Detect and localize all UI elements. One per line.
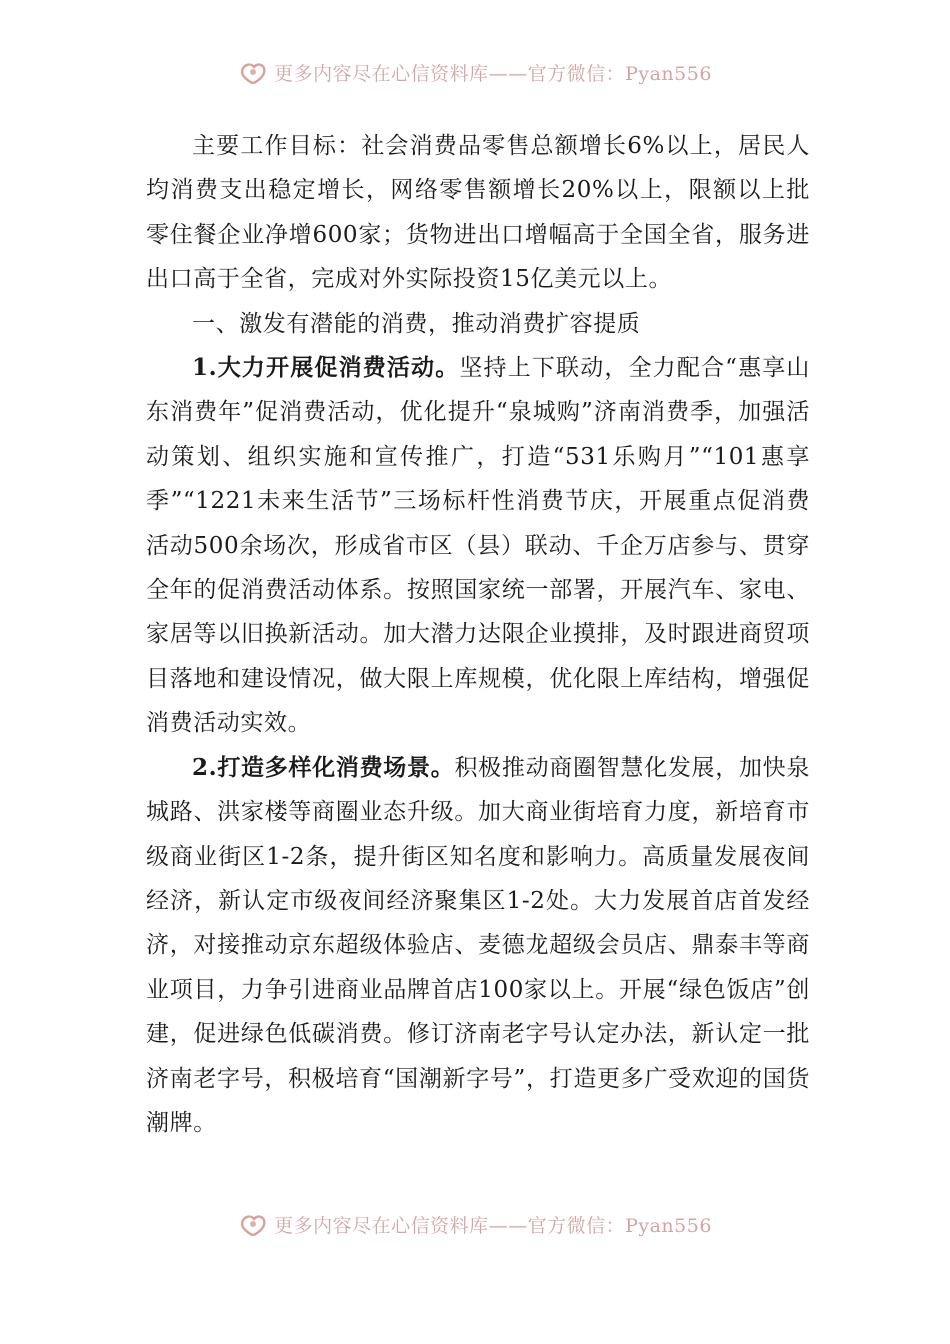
item-1-title: 1.大力开展促消费活动。 <box>192 354 460 382</box>
paragraph-item-1 <box>146 346 810 746</box>
item-2-body: 积极推动商圈智慧化发展，加快泉城路、洪家楼等商圈业态升级。加大商业街培育力度，新培育市级商业街区1-2条，提升街区知名度和影响力。高质量发展夜间经济，新认定市级夜间经济聚集区1-2处。大力发展首店首发经济，对接推动京东超级体验店、麦德龙超级会员店、鼎泰丰等商业项目，力争引进商业品牌首店100家以上。开展“绿色饭店”创建，促进绿色低碳消费。修订济南老字号认定办法，新认定一批济南老字号，积极培育“国潮新字号”，打造更多广受欢迎的国货潮牌。 <box>146 754 810 1136</box>
paragraph-item-2 <box>146 746 810 1146</box>
item-2-title: 2.打造多样化消费场景。 <box>192 753 455 781</box>
document-body <box>146 124 810 1145</box>
watermark-footer <box>0 1204 950 1244</box>
watermark-header <box>0 52 950 92</box>
watermark-logo-icon <box>238 1211 268 1237</box>
watermark-header-text: 更多内容尽在心信资料库——官方微信：Pyan556 <box>274 62 712 85</box>
section-heading-1: 一、激发有潜能的消费，推动消费扩容提质 <box>192 310 641 337</box>
watermark-logo-icon <box>238 59 268 85</box>
item-1-body: 坚持上下联动，全力配合“惠享山东消费年”促消费活动，优化提升“泉城购”济南消费季，加强活动策划、组织实施和宣传推广，打造“531乐购月”“101惠享季”“1221未来生活节”三场标杆性消费节庆，开展重点促消费活动500余场次，形成省市区（县）联动、千企万店参与、贯穿全年的促消费活动体系。按照国家统一部署，开展汽车、家电、家居等以旧换新活动。加大潜力达限企业摸排，及时跟进商贸项目落地和建设情况，做大限上库规模，优化限上库结构，增强促消费活动实效。 <box>146 355 810 737</box>
watermark-footer-text: 更多内容尽在心信资料库——官方微信：Pyan556 <box>274 1214 712 1237</box>
paragraph-goals: 主要工作目标：社会消费品零售总额增长6%以上，居民人均消费支出稳定增长，网络零售额增长20%以上，限额以上批零住餐企业净增600家；货物进出口增幅高于全国全省，服务进出口高于全省，完成对外实际投资15亿美元以上。 <box>146 133 810 293</box>
